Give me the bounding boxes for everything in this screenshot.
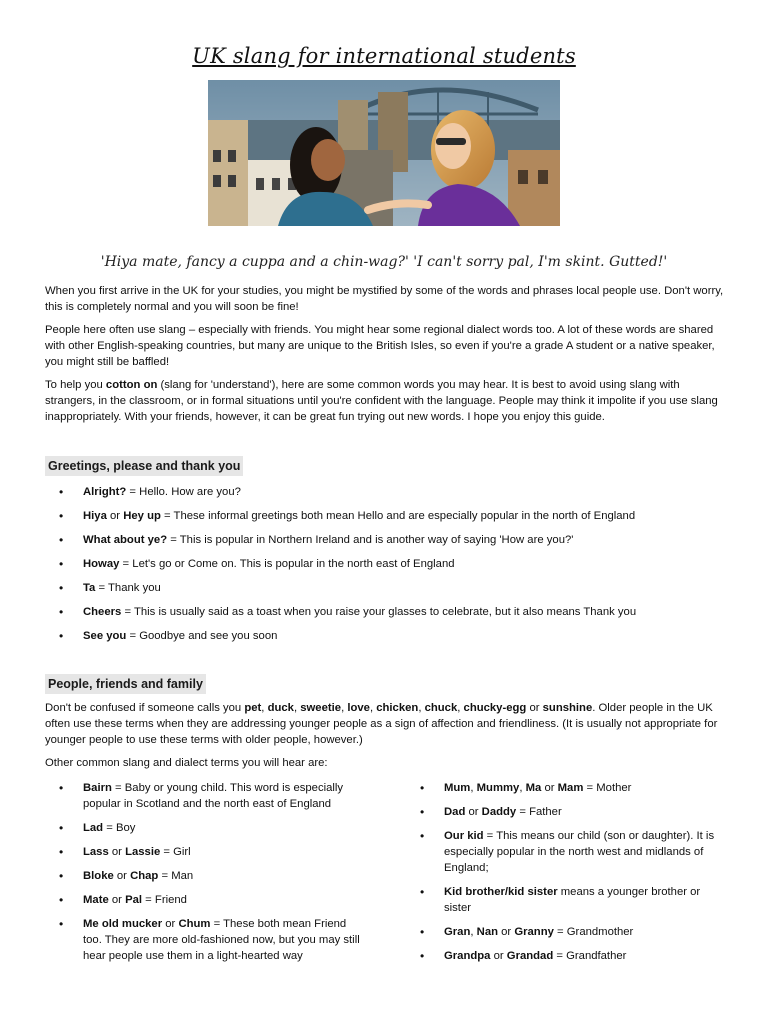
list-item — [45, 916, 363, 964]
definition-text: or — [108, 894, 126, 906]
slang-term: Mate — [83, 894, 109, 906]
slang-term: Ta — [83, 582, 96, 594]
slang-term: chuck — [424, 702, 458, 714]
slang-term: Bairn — [83, 782, 112, 794]
definition-text: or — [108, 846, 126, 858]
definition-text: = Girl — [160, 846, 191, 858]
list-item — [406, 804, 728, 820]
document-title: UK slang for international students — [192, 44, 576, 68]
slang-term: Cheers — [83, 606, 122, 618]
slang-term: sunshine — [542, 702, 593, 714]
slang-term: Pal — [125, 894, 143, 906]
definition-text: = These both mean Friend too. They are more old-fashioned now, but you may still hear people use them in a light-hearted way — [83, 918, 360, 962]
slang-term: Hiya — [83, 510, 107, 522]
definition-text: or — [162, 918, 179, 930]
definition-text: = Boy — [103, 822, 136, 834]
intro-paragraph-3 — [45, 377, 725, 425]
slang-term: sweetie — [300, 702, 342, 714]
slang-term: Grandpa — [444, 950, 491, 962]
definition-text: or — [465, 806, 482, 818]
slang-term: Lass — [83, 846, 109, 858]
slang-term: Hey up — [123, 510, 161, 522]
definition-text: means a younger brother or sister — [444, 886, 701, 914]
definition-text: or — [490, 950, 507, 962]
slang-term: pet — [244, 702, 262, 714]
list-item — [45, 508, 725, 524]
slang-term: Grandad — [506, 950, 554, 962]
slang-term: Daddy — [481, 806, 517, 818]
list-item — [45, 820, 363, 836]
list-item — [45, 780, 363, 812]
definition-text: = Goodbye and see you soon — [126, 630, 278, 642]
slang-term: Granny — [514, 926, 554, 938]
definition-text: , — [519, 782, 526, 794]
definition-text: , — [341, 702, 348, 714]
photo-two-students-on-rooftop — [208, 80, 560, 226]
slang-term: Chap — [130, 870, 159, 882]
slang-term: Howay — [83, 558, 120, 570]
definition-text: = Let's go or Come on. This is popular in the north east of England — [119, 558, 455, 570]
definition-text: , — [261, 702, 268, 714]
people-intro-paragraph — [45, 700, 725, 748]
people-heading: People, friends and family — [45, 674, 206, 694]
definition-text: = Grandfather — [553, 950, 627, 962]
slang-term: Gran — [444, 926, 471, 938]
definition-text: , — [293, 702, 301, 714]
slang-quote: 'Hiya mate, fancy a cuppa and a chin-wag?' 'I can't sorry pal, I'm skint. Gutted!' — [100, 254, 668, 270]
definition-text: or — [541, 782, 558, 794]
definition-text: = Baby or young child. This word is especially popular in Scotland and the north east of England — [83, 782, 344, 810]
definition-text: or — [526, 702, 543, 714]
slang-term: Our kid — [444, 830, 484, 842]
list-item — [45, 844, 363, 860]
list-item — [406, 884, 728, 916]
list-item — [45, 868, 363, 884]
definition-text: = Man — [158, 870, 194, 882]
people-subintro: Other common slang and dialect terms you will hear are: — [45, 757, 328, 769]
slang-term: See you — [83, 630, 127, 642]
people-list-left — [45, 780, 363, 972]
slang-term: Bloke — [83, 870, 114, 882]
slang-term: Nan — [476, 926, 498, 938]
slang-term: Kid brother/kid sister — [444, 886, 558, 898]
slang-term: Alright? — [83, 486, 127, 498]
definition-text: , — [418, 702, 425, 714]
slang-term: Lassie — [125, 846, 161, 858]
definition-text: , — [369, 702, 377, 714]
slang-term: chicken — [376, 702, 419, 714]
definition-text: = Mother — [583, 782, 632, 794]
definition-text: or — [106, 510, 124, 522]
greetings-heading: Greetings, please and thank you — [45, 456, 243, 476]
definition-text: = This means our child (son or daughter). It is especially popular in the north west and midlands of England; — [444, 830, 715, 874]
list-item — [45, 604, 725, 620]
definition-text: = Grandmother — [553, 926, 634, 938]
slang-term: Dad — [444, 806, 466, 818]
definition-text: = This is popular in Northern Ireland and is another way of saying 'How are you?' — [167, 534, 574, 546]
slang-term: Mum — [444, 782, 471, 794]
intro-paragraph-2: People here often use slang – especially with friends. You might hear some regional dialect words too. A lot of these words are shared with other English-speaking countries, but many are unique to the British Isles, so even if you're a grade A student or a native speaker, you might still be baffled! — [45, 324, 715, 368]
people-list-right — [406, 780, 728, 972]
definition-text: = Hello. How are you? — [126, 486, 241, 498]
definition-text: , — [457, 702, 464, 714]
list-item — [45, 628, 725, 644]
list-item — [406, 948, 728, 964]
slang-term: chucky-egg — [463, 702, 527, 714]
slang-term: What about ye? — [83, 534, 168, 546]
cotton-on-term: cotton on — [105, 379, 158, 391]
slang-term: Lad — [83, 822, 104, 834]
definition-text: = Thank you — [95, 582, 161, 594]
list-item — [45, 484, 725, 500]
list-item — [406, 828, 728, 876]
slang-term: duck — [267, 702, 294, 714]
slang-term: Mummy — [476, 782, 520, 794]
slang-term: Mam — [557, 782, 584, 794]
greetings-list — [45, 484, 725, 652]
slang-term: Ma — [525, 782, 542, 794]
list-item — [406, 780, 728, 796]
definition-text: . Older people in the UK often use these terms when they are addressing younger people as a sign of affection and friendliness. (It is usually not appropriate for younger people to use these terms with older people, however.) — [45, 702, 718, 746]
definition-text: = Friend — [142, 894, 187, 906]
definition-text: = Father — [516, 806, 562, 818]
intro-paragraph-1: When you first arrive in the UK for your studies, you might be mystified by some of the words and phrases local people use. Don't worry, this is completely normal and you will soon be fine! — [45, 285, 724, 313]
list-item — [45, 532, 725, 548]
intro-paragraph-3-post: (slang for 'understand'), here are some common words you may hear. It is best to avoid using slang with strangers, in the classroom, or in formal situations until you're confident with the language. People may think it impolite if you use slang inappropriately. With your friends, however, it can be great fun trying out new words. I hope you enjoy this guide. — [45, 379, 718, 423]
definition-text: , — [470, 926, 477, 938]
slang-term: love — [347, 702, 370, 714]
intro-paragraph-3-pre: To help you — [45, 379, 106, 391]
definition-text: Don't be confused if someone calls you — [45, 702, 245, 714]
slang-term: Me old mucker — [83, 918, 163, 930]
list-item — [45, 556, 725, 572]
definition-text: = These informal greetings both mean Hello and are especially popular in the north of England — [160, 510, 636, 522]
definition-text: or — [498, 926, 515, 938]
slang-term: Chum — [178, 918, 211, 930]
definition-text: = This is usually said as a toast when you raise your glasses to celebrate, but it also means Thank you — [121, 606, 637, 618]
list-item — [45, 580, 725, 596]
definition-text: or — [113, 870, 131, 882]
definition-text: , — [470, 782, 477, 794]
list-item — [45, 892, 363, 908]
list-item — [406, 924, 728, 940]
